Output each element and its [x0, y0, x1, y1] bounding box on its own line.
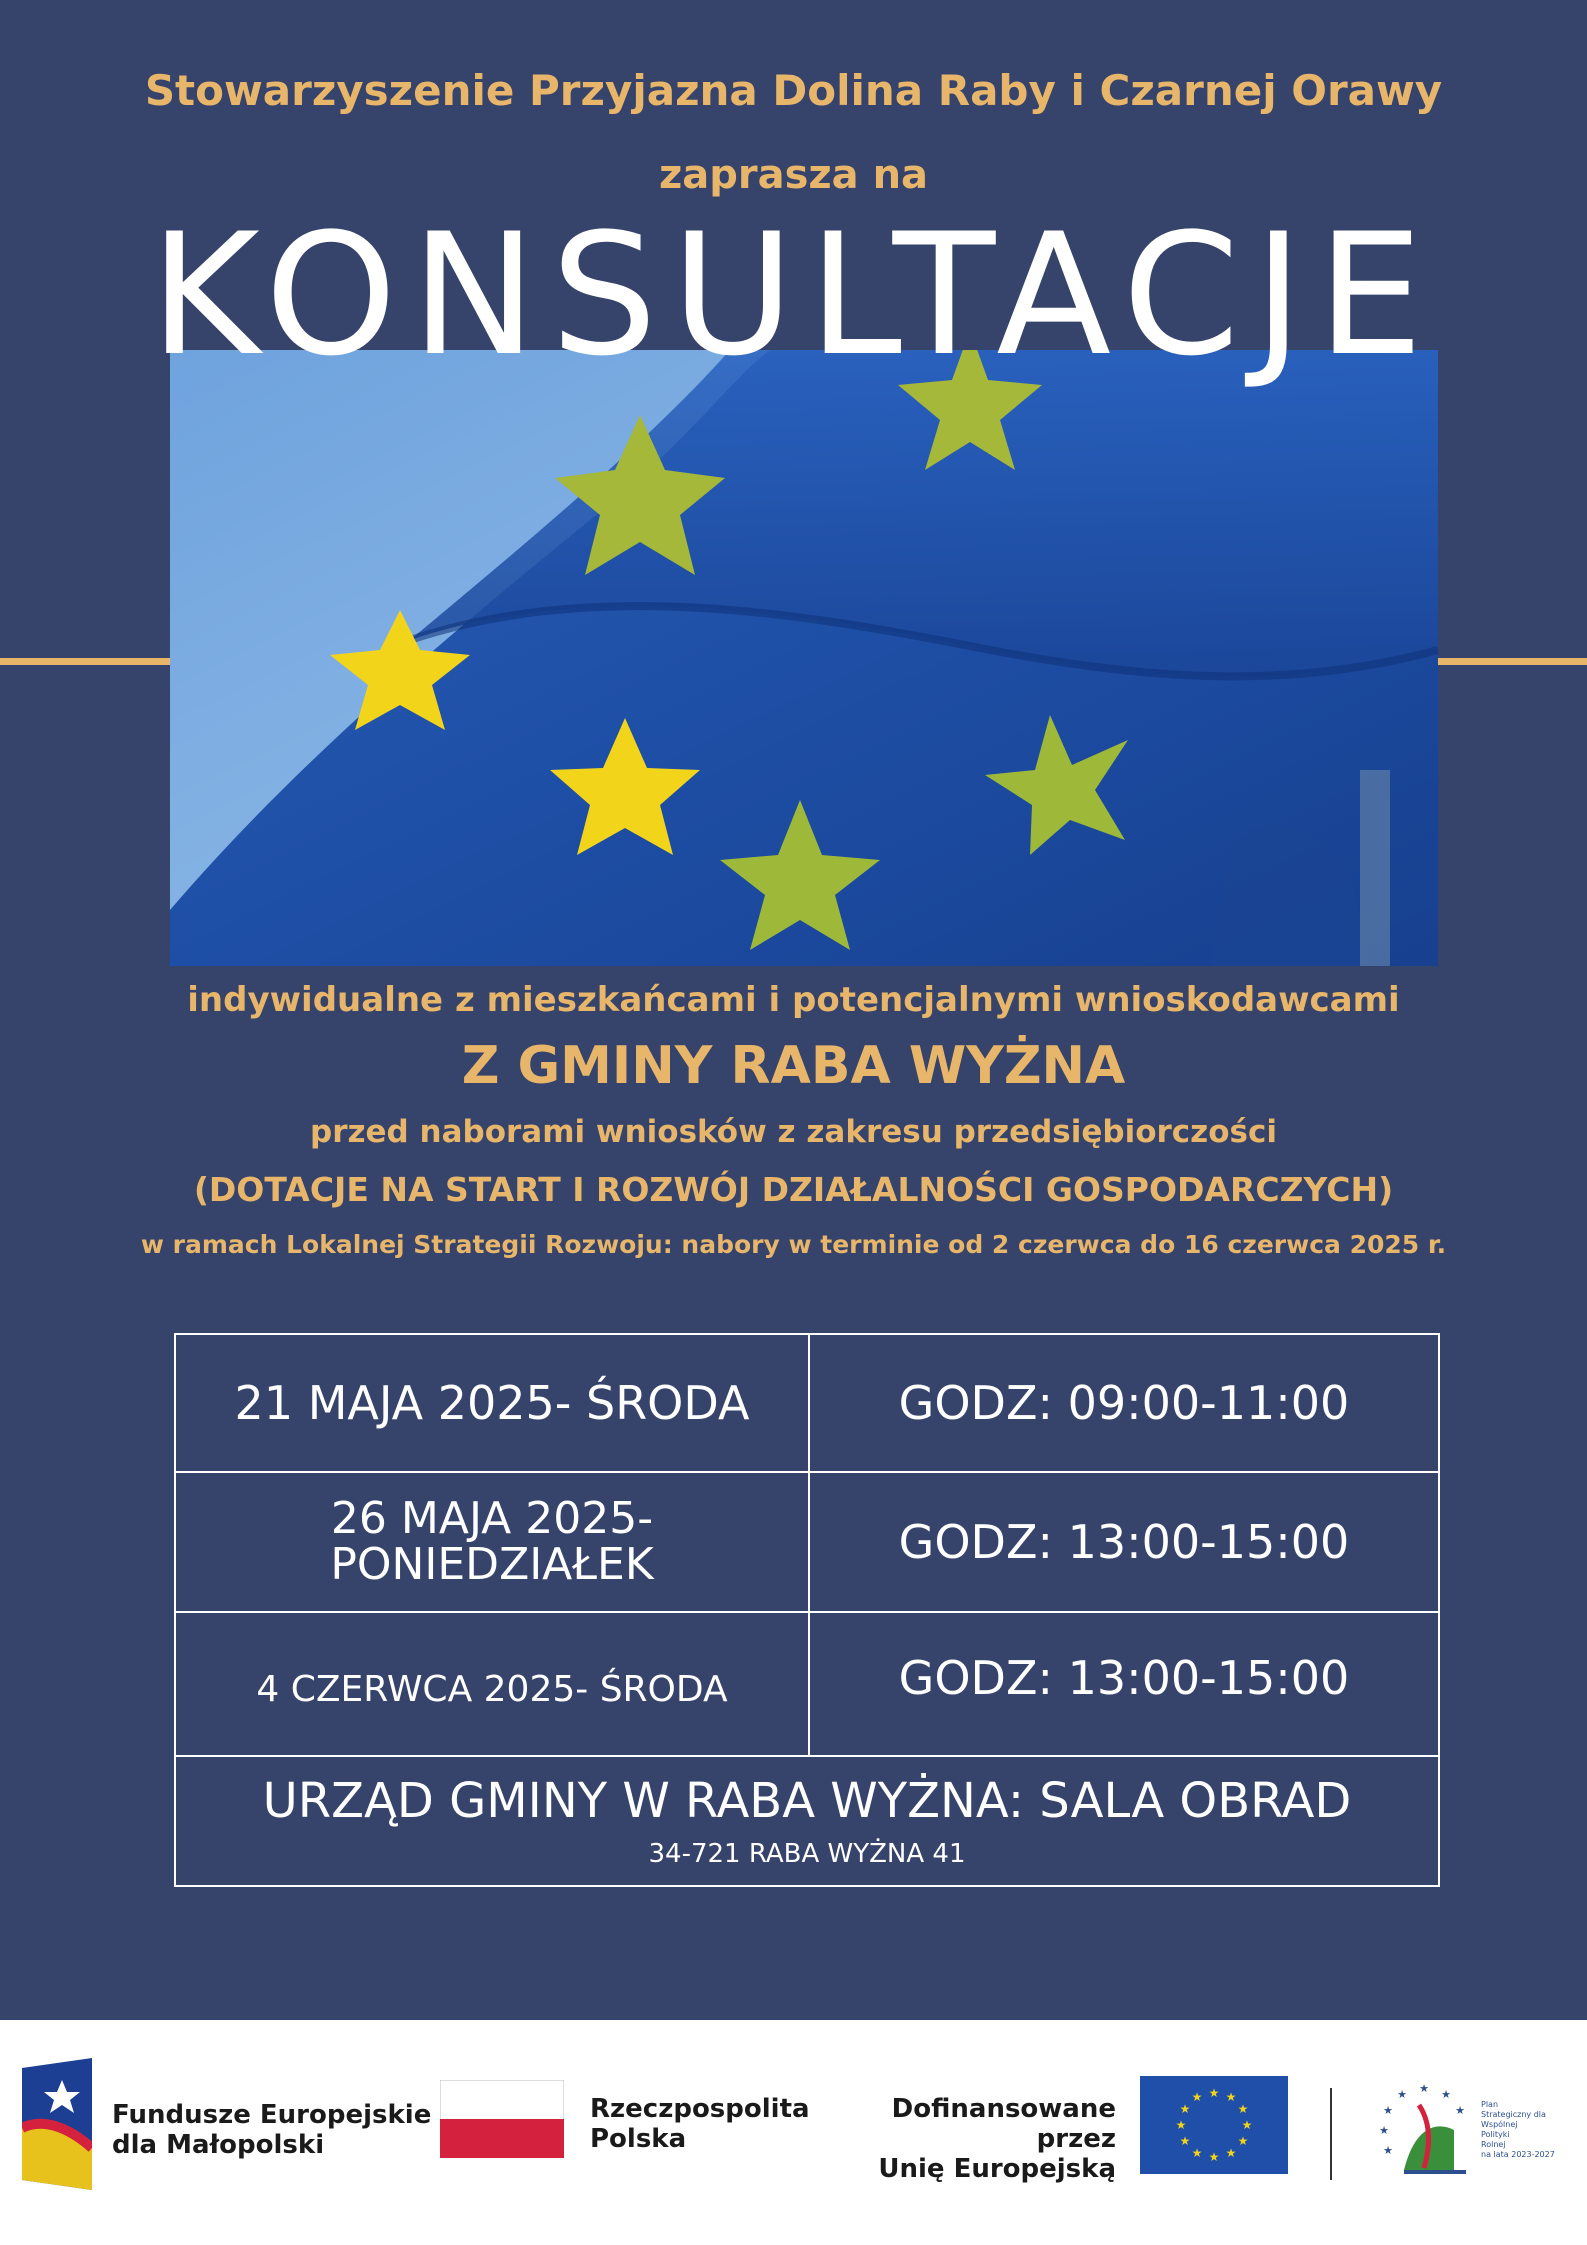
schedule-date-line1: 26 MAJA 2025-: [330, 1493, 654, 1544]
fe-line2: dla Małopolski: [112, 2130, 325, 2160]
psp-line: Wspólnej: [1481, 2120, 1518, 2129]
municipality-heading: Z GMINY RABA WYŻNA: [461, 1036, 1126, 1096]
schedule-date: [176, 1473, 810, 1611]
svg-text:★: ★: [1191, 2090, 1203, 2104]
venue-cell: [176, 1757, 1438, 1885]
dofinansowane-text: [836, 2094, 1116, 2184]
scope-text: przed naborami wniosków z zakresu przedsiębiorczości: [310, 1114, 1277, 1150]
psp-line: Rolnej: [1481, 2140, 1506, 2149]
fundusze-europejskie-text: [112, 2100, 431, 2160]
svg-text:★: ★: [1237, 2134, 1249, 2148]
organization-name: Stowarzyszenie Przyjazna Dolina Raby i Czarnej Orawy: [144, 66, 1443, 115]
invite-text: zaprasza na: [658, 152, 929, 198]
svg-text:★: ★: [1208, 2086, 1220, 2100]
schedule-row: [176, 1473, 1438, 1613]
schedule-row: [176, 1335, 1438, 1473]
schedule-time: GODZ: 13:00-15:00: [898, 1651, 1350, 1705]
psp-text: [1481, 2100, 1555, 2160]
psp-line: Plan: [1481, 2100, 1499, 2109]
strategy-text: w ramach Lokalnej Strategii Rozwoju: nabory w terminie od 2 czerwca do 16 czerwca 2025 r.: [140, 1230, 1447, 1259]
svg-text:★: ★: [1455, 2104, 1465, 2117]
svg-text:★: ★: [1397, 2088, 1407, 2101]
schedule-date-line2: PONIEDZIAŁEK: [330, 1539, 654, 1590]
eu-flag-icon: [1140, 2076, 1288, 2174]
schedule-date: 4 CZERWCA 2025- ŚRODA: [176, 1613, 810, 1755]
svg-text:★: ★: [1179, 2134, 1191, 2148]
schedule-date: 21 MAJA 2025- ŚRODA: [176, 1335, 810, 1471]
schedule-row: [176, 1613, 1438, 1757]
svg-text:★: ★: [1241, 2118, 1253, 2132]
rp-line2: Polska: [590, 2124, 687, 2154]
venue-name: URZĄD GMINY W RABA WYŻNA: SALA OBRAD: [262, 1773, 1352, 1829]
fundusze-europejskie-logo-icon: [22, 2058, 92, 2190]
consultation-description: indywidualne z mieszkańcami i potencjalnymi wnioskodawcami: [187, 980, 1400, 1020]
svg-text:★: ★: [1441, 2088, 1451, 2101]
polish-flag-icon: [440, 2080, 564, 2158]
psp-line: Strategiczny dla: [1481, 2110, 1546, 2119]
svg-text:★: ★: [1225, 2146, 1237, 2160]
main-title: KONSULTACJE: [149, 197, 1438, 393]
footer-separator: [1330, 2088, 1332, 2180]
svg-text:★: ★: [1208, 2150, 1220, 2164]
svg-text:★: ★: [1179, 2102, 1191, 2116]
svg-text:★: ★: [1383, 2104, 1393, 2117]
svg-text:★: ★: [1419, 2082, 1429, 2095]
grants-text: (DOTACJE NA START I ROZWÓJ DZIAŁALNOŚCI GOSPODARCZYCH): [193, 1170, 1394, 1209]
gold-divider-left: [0, 658, 170, 665]
svg-text:★: ★: [1191, 2146, 1203, 2160]
dof-line1: Dofinansowane przez: [891, 2094, 1116, 2154]
gold-divider-right: [1438, 658, 1587, 665]
footer-logos: [0, 2020, 1587, 2245]
schedule-time: GODZ: 13:00-15:00: [898, 1515, 1350, 1569]
psp-logo-icon: [1374, 2080, 1474, 2180]
schedule-time: GODZ: 09:00-11:00: [898, 1376, 1350, 1430]
svg-text:★: ★: [1379, 2124, 1389, 2137]
rzeczpospolita-text: [590, 2094, 810, 2154]
svg-text:★: ★: [1383, 2144, 1393, 2157]
svg-text:★: ★: [1225, 2090, 1237, 2104]
dof-line2: Unię Europejską: [878, 2154, 1116, 2184]
schedule-table: [174, 1333, 1440, 1887]
fe-line1: Fundusze Europejskie: [112, 2100, 432, 2130]
eu-flag-photo: [170, 350, 1438, 966]
psp-line: na lata 2023-2027: [1481, 2150, 1555, 2159]
rp-line1: Rzeczpospolita: [590, 2094, 810, 2124]
svg-text:★: ★: [1237, 2102, 1249, 2116]
svg-text:★: ★: [1175, 2118, 1187, 2132]
psp-line: Polityki: [1481, 2130, 1510, 2139]
venue-address: 34-721 RABA WYŻNA 41: [648, 1839, 966, 1869]
